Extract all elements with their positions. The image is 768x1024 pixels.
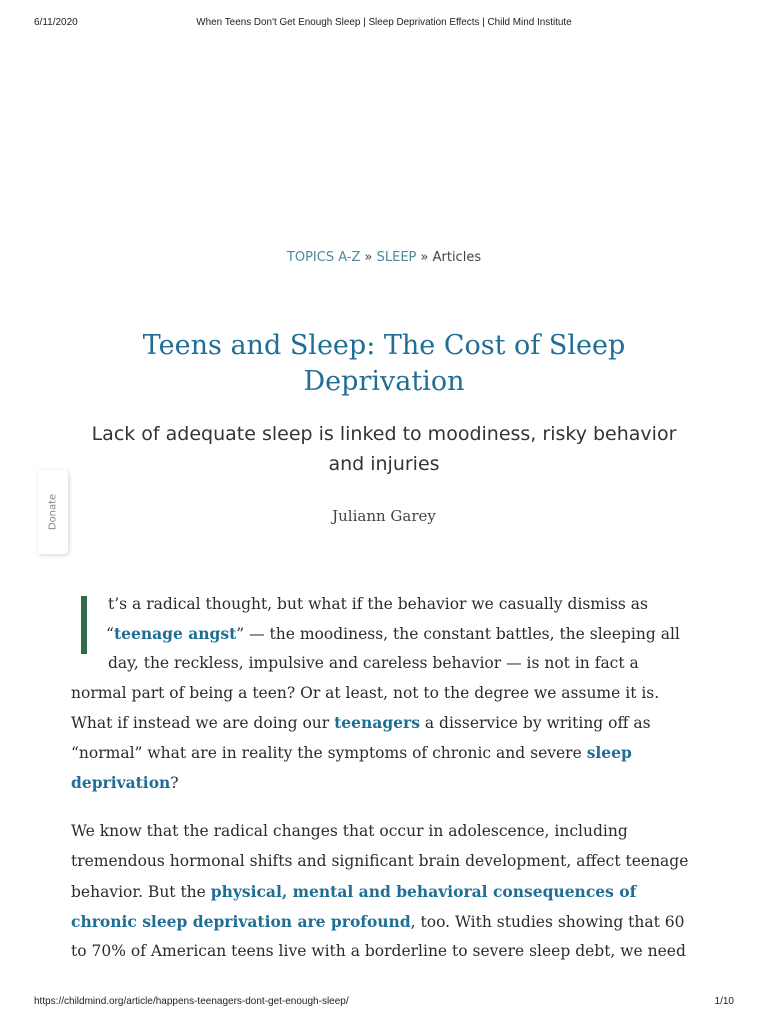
text: “normal” what are in reality the symptoms of chronic and severe	[71, 744, 587, 762]
text: What if instead we are doing our	[71, 714, 335, 732]
drop-cap-letter	[81, 596, 87, 654]
link-sleep-deprivation[interactable]: deprivation	[71, 773, 171, 792]
breadcrumb-link-sleep[interactable]: SLEEP	[376, 250, 417, 265]
paragraph-line	[106, 624, 680, 643]
text: to 70% of American teens live with a borderline to severe sleep debt, we need	[71, 942, 686, 960]
donate-label: Donate	[47, 493, 59, 531]
paragraph-line	[71, 942, 686, 960]
breadcrumb-link-topics[interactable]: TOPICS A-Z	[286, 250, 361, 265]
text: t’s a radical thought, but what if the behavior we casually dismiss as	[108, 595, 648, 613]
breadcrumb	[0, 250, 768, 265]
article-title: Teens and Sleep: The Cost of Sleep Deprivation	[142, 330, 626, 397]
text: , too. With studies showing that 60	[410, 913, 685, 931]
link-teenage-angst[interactable]: teenage angst	[113, 624, 237, 643]
article-author[interactable]: Juliann Garey	[332, 507, 436, 525]
paragraph-line	[108, 595, 648, 613]
link-teenagers[interactable]: teenagers	[334, 713, 420, 732]
breadcrumb-current: Articles	[432, 250, 482, 265]
print-page-title: When Teens Don't Get Enough Sleep | Sleep Deprivation Effects | Child Mind Institute	[196, 17, 572, 28]
breadcrumb-separator: »	[416, 250, 433, 265]
paragraph-line	[71, 822, 628, 840]
text: ” — the moodiness, the constant battles, the sleeping all	[236, 625, 680, 643]
breadcrumb-separator: »	[360, 250, 377, 265]
text: behavior. But the	[71, 883, 211, 901]
text: day, the reckless, impulsive and careless behavior — is not in fact a	[108, 654, 639, 672]
text: a disservice by writing off as	[419, 714, 651, 732]
text: tremendous hormonal shifts and significant brain development, affect teenage	[71, 852, 689, 870]
donate-button[interactable]	[38, 470, 68, 554]
page-number: 1/10	[714, 996, 734, 1007]
text: We know that the radical changes that occur in adolescence, including	[71, 822, 628, 840]
print-url: https://childmind.org/article/happens-teenagers-dont-get-enough-sleep/	[34, 996, 349, 1007]
link-consequences[interactable]: physical, mental and behavioral consequences of	[210, 882, 637, 901]
paragraph-line	[71, 852, 688, 870]
text: ?	[170, 774, 179, 792]
text: normal part of being a teen? Or at least, not to the degree we assume it is.	[71, 684, 660, 702]
paragraph-line	[71, 743, 632, 762]
paragraph-line	[71, 882, 636, 901]
paragraph-line	[71, 773, 179, 792]
article-subtitle: Lack of adequate sleep is linked to moodiness, risky behavior and injuries	[91, 423, 677, 475]
paragraph-line	[108, 654, 639, 672]
link-sleep-deprivation[interactable]: sleep	[586, 743, 632, 762]
paragraph-line	[71, 684, 659, 702]
paragraph-line	[71, 912, 685, 931]
link-consequences[interactable]: chronic sleep deprivation are profound	[71, 912, 411, 931]
text: “	[106, 625, 114, 643]
print-date: 6/11/2020	[34, 17, 78, 28]
paragraph-line	[71, 713, 651, 732]
